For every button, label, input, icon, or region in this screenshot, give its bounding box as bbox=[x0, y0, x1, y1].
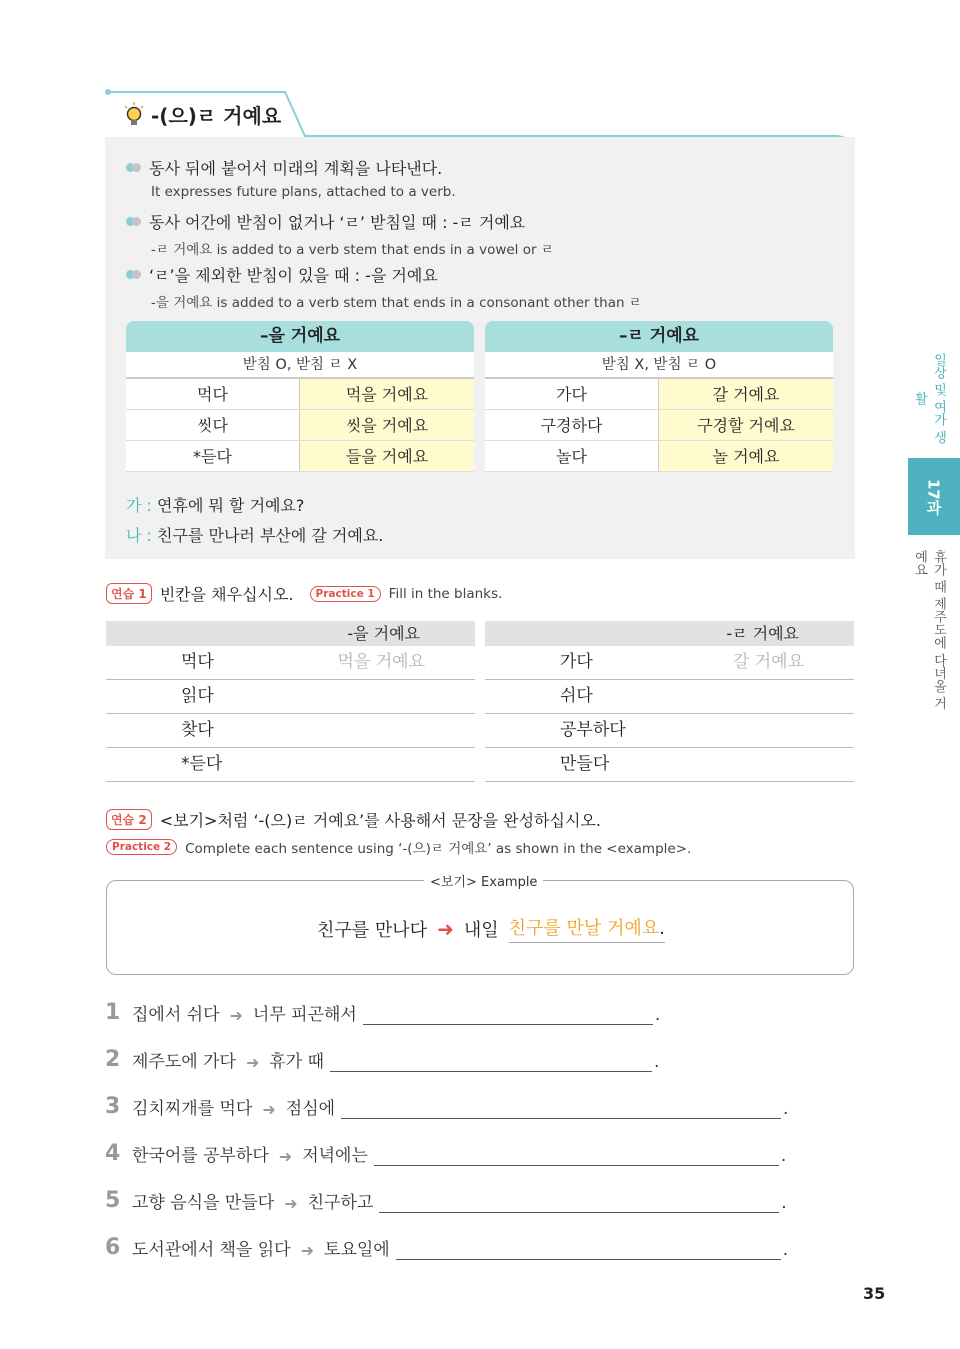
arrow-right-icon: ➜ bbox=[284, 1194, 298, 1213]
exercise-lead: 저녁에는 bbox=[302, 1146, 368, 1166]
section-title bbox=[123, 100, 281, 129]
rule-3 bbox=[126, 263, 642, 311]
practice-row[interactable] bbox=[106, 748, 475, 782]
form-cell: 구경할 거예요 bbox=[659, 410, 833, 440]
chapter-label: 17과 bbox=[924, 478, 943, 515]
example-answer bbox=[509, 914, 665, 943]
exercise-number: 6 bbox=[105, 1235, 121, 1260]
practice-row[interactable] bbox=[485, 714, 854, 748]
rule-en: -을 거예요 is added to a verb stem that ends in a consonant other than ㄹ bbox=[151, 295, 642, 311]
answer-blank[interactable] bbox=[396, 1240, 781, 1260]
dialog-text: 연휴에 뭐 할 거예요? bbox=[157, 496, 305, 515]
verb: 공부하다 bbox=[560, 720, 626, 740]
exercise-prompt: 한국어를 공부하다 bbox=[132, 1146, 269, 1166]
answer: 먹을 거예요 bbox=[337, 652, 425, 672]
practice-row bbox=[485, 646, 854, 680]
answer: 갈 거예요 bbox=[732, 652, 804, 672]
verb-cell: 씻다 bbox=[126, 410, 300, 440]
verb: *듣다 bbox=[181, 754, 223, 774]
verb-cell: 가다 bbox=[485, 379, 659, 409]
form-cell: 갈 거예요 bbox=[659, 379, 833, 409]
practice-row[interactable] bbox=[485, 680, 854, 714]
answer-blank[interactable] bbox=[330, 1052, 652, 1072]
practice-table-head bbox=[106, 621, 475, 646]
practice-badge-ko: 연습 2 bbox=[106, 809, 152, 830]
exercise-number: 5 bbox=[105, 1188, 121, 1213]
exercise-prompt: 제주도에 가다 bbox=[132, 1052, 236, 1072]
verb-cell: 놀다 bbox=[485, 441, 659, 471]
form-cell: 먹을 거예요 bbox=[300, 379, 474, 409]
form-cell: 들을 거예요 bbox=[300, 441, 474, 471]
page-number: 35 bbox=[863, 1284, 886, 1303]
period: . bbox=[781, 1193, 787, 1213]
bullet-icon bbox=[126, 270, 141, 279]
exercise-lead: 토요일에 bbox=[324, 1240, 390, 1260]
exercise-prompt: 고향 음식을 만들다 bbox=[132, 1193, 275, 1213]
arrow-right-icon: ➜ bbox=[437, 916, 454, 941]
rule-ko: 동사 뒤에 붙어서 미래의 계획을 나타낸다. bbox=[149, 159, 443, 178]
rule-en: -ㄹ 거예요 is added to a verb stem that ends in a vowel or ㄹ bbox=[151, 242, 554, 258]
exercise-number: 4 bbox=[105, 1141, 121, 1166]
arrow-right-icon: ➜ bbox=[229, 1006, 243, 1025]
rule-en: It expresses future plans, attached to a verb. bbox=[151, 184, 456, 200]
practice-title-en: Fill in the blanks. bbox=[388, 585, 503, 602]
dialog-line-2: 나 : 친구를 만나러 부산에 갈 거예요. bbox=[126, 526, 384, 545]
exercise-lead: 점심에 bbox=[285, 1099, 336, 1119]
period: . bbox=[780, 1146, 787, 1166]
side-unit-label: 일상 및 여가 생활 bbox=[912, 352, 946, 444]
verb-cell: 먹다 bbox=[126, 379, 300, 409]
exercise-6 bbox=[105, 1235, 788, 1260]
exercise-lead: 너무 피곤해서 bbox=[252, 1005, 357, 1025]
table-row bbox=[126, 379, 474, 410]
dialog-text: 친구를 만나러 부산에 갈 거예요. bbox=[157, 526, 384, 545]
table-row bbox=[485, 410, 833, 441]
exercise-prompt: 집에서 쉬다 bbox=[132, 1005, 220, 1025]
conjugation-table-eul bbox=[126, 321, 474, 472]
verb: 읽다 bbox=[181, 686, 214, 706]
verb: 쉬다 bbox=[560, 686, 593, 706]
table-row bbox=[485, 441, 833, 472]
period: . bbox=[783, 1099, 789, 1119]
period: . bbox=[654, 1005, 661, 1025]
rule-ko: ‘ㄹ’을 제외한 받침이 있을 때 : -을 거예요 bbox=[149, 266, 438, 285]
side-chapter-title: 휴가 때 제주도에 다녀올 거예요 bbox=[912, 550, 946, 710]
practice-title-en: Complete each sentence using ‘-(으)ㄹ 거예요’ as shown in the <example>. bbox=[185, 841, 692, 857]
practice-row[interactable] bbox=[106, 714, 475, 748]
exercise-prompt: 도서관에서 책을 읽다 bbox=[132, 1240, 291, 1260]
practice-row[interactable] bbox=[485, 748, 854, 782]
exercise-4 bbox=[105, 1141, 786, 1166]
example-content bbox=[317, 914, 665, 943]
verb: 가다 bbox=[560, 652, 593, 672]
rule-ko: 동사 어간에 받침이 없거나 ‘ㄹ’ 받침일 때 : -ㄹ 거예요 bbox=[149, 213, 526, 232]
example-lead: 내일 bbox=[463, 919, 499, 941]
exercise-prompt: 김치찌개를 먹다 bbox=[132, 1099, 253, 1119]
arrow-right-icon: ➜ bbox=[262, 1100, 276, 1119]
table-row bbox=[126, 441, 474, 472]
exercise-number: 2 bbox=[105, 1047, 121, 1072]
lightbulb-icon bbox=[123, 102, 145, 128]
practice-title-ko: 빈칸을 채우십시오. bbox=[159, 585, 294, 604]
verb-cell: *듣다 bbox=[126, 441, 300, 471]
dialog-line-1: 가 : 연휴에 뭐 할 거예요? bbox=[126, 496, 305, 515]
bullet-icon bbox=[126, 163, 141, 172]
form-cell: 씻을 거예요 bbox=[300, 410, 474, 440]
answer-blank[interactable] bbox=[341, 1099, 781, 1119]
exercise-1 bbox=[105, 1000, 660, 1025]
example-prompt: 친구를 만나다 bbox=[317, 919, 428, 941]
practice1-table-l bbox=[485, 621, 854, 782]
verb: 만들다 bbox=[560, 754, 610, 774]
rule-1 bbox=[126, 156, 456, 200]
practice-badge-ko: 연습 1 bbox=[106, 583, 152, 604]
verb: 먹다 bbox=[181, 652, 214, 672]
arrow-right-icon: ➜ bbox=[278, 1147, 293, 1166]
table-head: –ㄹ 거예요 bbox=[485, 321, 833, 352]
exercise-number: 3 bbox=[105, 1094, 121, 1119]
exercise-number: 1 bbox=[105, 1000, 121, 1025]
table-sub: 받침 X, 받침 ㄹ O bbox=[485, 352, 833, 379]
example-label: <보기> Example bbox=[424, 871, 543, 890]
practice-badge-en: Practice 2 bbox=[106, 839, 177, 855]
period: . bbox=[659, 918, 665, 939]
table-row bbox=[485, 379, 833, 410]
conjugation-table-l bbox=[485, 321, 833, 472]
table-head: –을 거예요 bbox=[126, 321, 474, 352]
practice1-title bbox=[106, 582, 502, 605]
side-chapter-tab[interactable] bbox=[908, 458, 960, 535]
practice-title-ko: <보기>처럼 ‘-(으)ㄹ 거예요’를 사용해서 문장을 완성하십시오. bbox=[159, 811, 601, 830]
section-title-text: -(으)ㄹ 거예요 bbox=[151, 104, 282, 128]
head-text: -ㄹ 거예요 bbox=[726, 624, 799, 643]
exercise-2 bbox=[105, 1047, 659, 1072]
exercise-5 bbox=[105, 1188, 787, 1213]
head-text: -을 거예요 bbox=[347, 624, 420, 643]
practice-row[interactable] bbox=[106, 680, 475, 714]
bullet-icon bbox=[126, 217, 141, 226]
rule-2 bbox=[126, 210, 554, 258]
answer-text: 친구를 만날 거예요 bbox=[508, 918, 660, 939]
practice2-title bbox=[106, 808, 601, 831]
answer-blank[interactable] bbox=[379, 1193, 779, 1213]
form-cell: 놀 거예요 bbox=[659, 441, 833, 471]
exercise-lead: 친구하고 bbox=[307, 1193, 374, 1213]
speaker: 가 bbox=[126, 496, 142, 515]
period: . bbox=[654, 1052, 660, 1072]
table-sub: 받침 O, 받침 ㄹ X bbox=[126, 352, 474, 379]
answer-blank[interactable] bbox=[374, 1146, 779, 1166]
period: . bbox=[782, 1240, 789, 1260]
exercise-lead: 휴가 때 bbox=[269, 1052, 325, 1072]
practice1-table-eul bbox=[106, 621, 475, 782]
practice2-subtitle bbox=[106, 837, 691, 857]
arrow-right-icon: ➜ bbox=[300, 1241, 315, 1260]
arrow-right-icon: ➜ bbox=[245, 1053, 260, 1072]
answer-blank[interactable] bbox=[363, 1005, 653, 1025]
speaker: 나 bbox=[126, 526, 142, 545]
verb-cell: 구경하다 bbox=[485, 410, 659, 440]
practice-row bbox=[106, 646, 475, 680]
table-row bbox=[126, 410, 474, 441]
exercise-3 bbox=[105, 1094, 788, 1119]
verb: 찾다 bbox=[181, 720, 214, 740]
practice-table-head bbox=[485, 621, 854, 646]
practice-badge-en: Practice 1 bbox=[310, 586, 381, 602]
